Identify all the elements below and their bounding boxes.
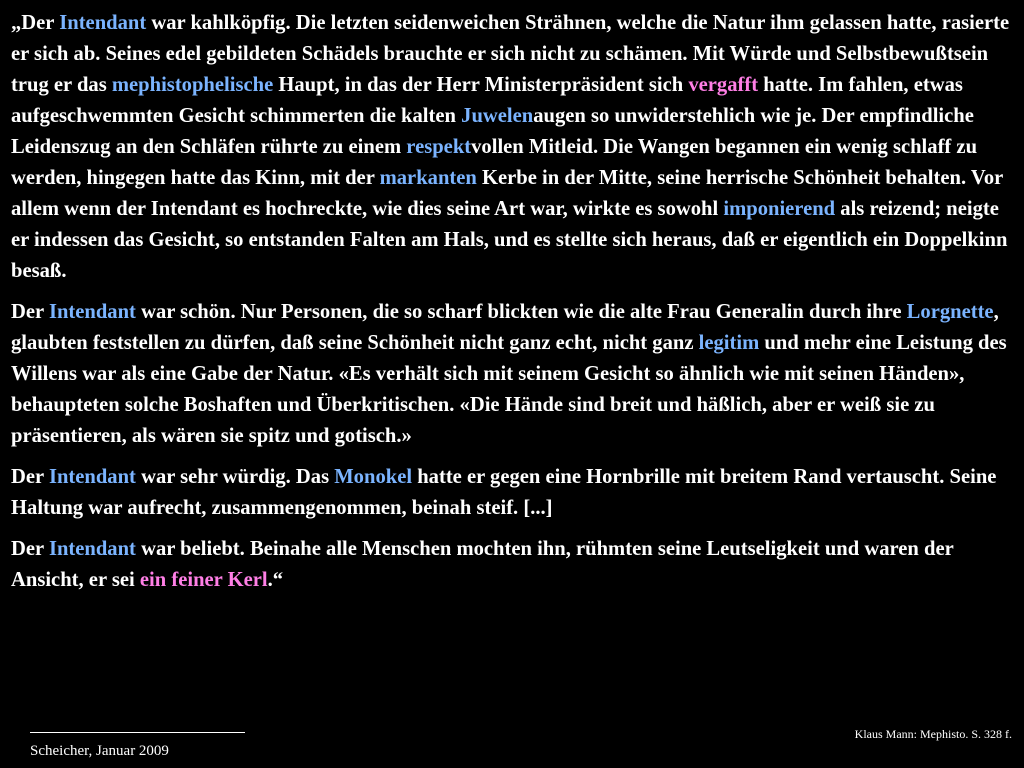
- highlighted-word: respekt: [406, 136, 472, 158]
- paragraph-3: [11, 462, 1017, 524]
- text-segment: , glaubten feststellen zu dürfen, daß seine Schönheit nicht ganz echt, nicht ganz: [11, 301, 999, 354]
- source-citation: Klaus Mann: Mephisto. S. 328 f.: [854, 727, 1012, 741]
- text-segment: war beliebt. Beinahe alle Menschen mochten ihn, rühmten seine Leutseligkeit und waren der Ansicht, er sei: [11, 538, 954, 591]
- highlighted-word: legitim: [698, 332, 760, 354]
- text-segment: .“: [267, 569, 284, 591]
- text-segment: Der: [11, 466, 49, 488]
- text-segment: „Der: [11, 12, 60, 34]
- highlighted-word: mephistophelische: [111, 74, 274, 96]
- text-segment: Der: [11, 538, 49, 560]
- text-segment: und mehr eine Leistung des Willens war als eine Gabe der Natur. «Es verhält sich mit seinem Gesicht so ähnlich wie mit seinen Händen», behaupteten solche Boshaften und Überkritischen. «Die Hände sind breit und häßlich, aber er weiß sie zu präsentieren, als wären sie spitz und gotisch.»: [11, 332, 1007, 447]
- text-segment: hatte er gegen eine Hornbrille mit breitem Rand vertauscht. Seine Haltung war aufrecht, zusammengenommen, beinah steif. [...]: [11, 466, 997, 519]
- text-segment: augen so unwiderstehlich wie je. Der empfindliche Leidenszug an den Schläfen rührte zu einem: [11, 105, 974, 158]
- text-segment: war sehr würdig. Das: [135, 466, 335, 488]
- footer-divider: [30, 732, 245, 733]
- highlighted-word: Intendant: [59, 12, 147, 34]
- highlighted-word-pink: vergafft: [688, 74, 759, 96]
- highlighted-word: Intendant: [48, 466, 136, 488]
- paragraph-4: [11, 534, 1017, 596]
- text-segment: Kerbe in der Mitte, seine herrische Schönheit behalten. Vor allem wenn der Intendant es hochreckte, wie dies seine Art war, wirkte es sowohl: [11, 167, 1003, 220]
- text-segment: hatte. Im fahlen, etwas aufgeschwemmten Gesicht schimmerten die kalten: [11, 74, 963, 127]
- paragraph-1: [11, 8, 1017, 287]
- text-segment: Haupt, in das der Herr Ministerpräsident sich: [273, 74, 689, 96]
- quote-text-block: [11, 8, 1017, 606]
- highlighted-word: Lorgnette: [906, 301, 994, 323]
- highlighted-word: Intendant: [48, 301, 136, 323]
- text-segment: war schön. Nur Personen, die so scharf blickten wie die alte Frau Generalin durch ihre: [135, 301, 907, 323]
- highlighted-word: markanten: [379, 167, 477, 189]
- highlighted-word: Juwelen: [461, 105, 534, 127]
- text-segment: vollen Mitleid. Die Wangen begannen ein wenig schlaff zu werden, hingegen hatte das Kinn, mit der: [11, 136, 978, 189]
- paragraph-2: [11, 297, 1017, 452]
- highlighted-word: Monokel: [334, 466, 413, 488]
- text-segment: als reizend; neigte er indessen das Gesicht, so entstanden Falten am Hals, und es stellte sich heraus, daß er eigentlich ein Doppelkinn besaß.: [11, 198, 1008, 282]
- text-segment: Der: [11, 301, 49, 323]
- highlighted-word: Intendant: [48, 538, 136, 560]
- text-segment: war kahlköpfig. Die letzten seidenweichen Strähnen, welche die Natur ihm gelassen hatte, rasierte er sich ab. Seines edel gebildeten Schädels brauchte er sich nicht zu schämen. Mit Würde und Selbstbewußtsein trug er das: [11, 12, 1010, 96]
- author-date: Scheicher, Januar 2009: [30, 743, 169, 759]
- highlighted-word-pink: ein feiner Kerl: [139, 569, 268, 591]
- highlighted-word: imponierend: [723, 198, 836, 220]
